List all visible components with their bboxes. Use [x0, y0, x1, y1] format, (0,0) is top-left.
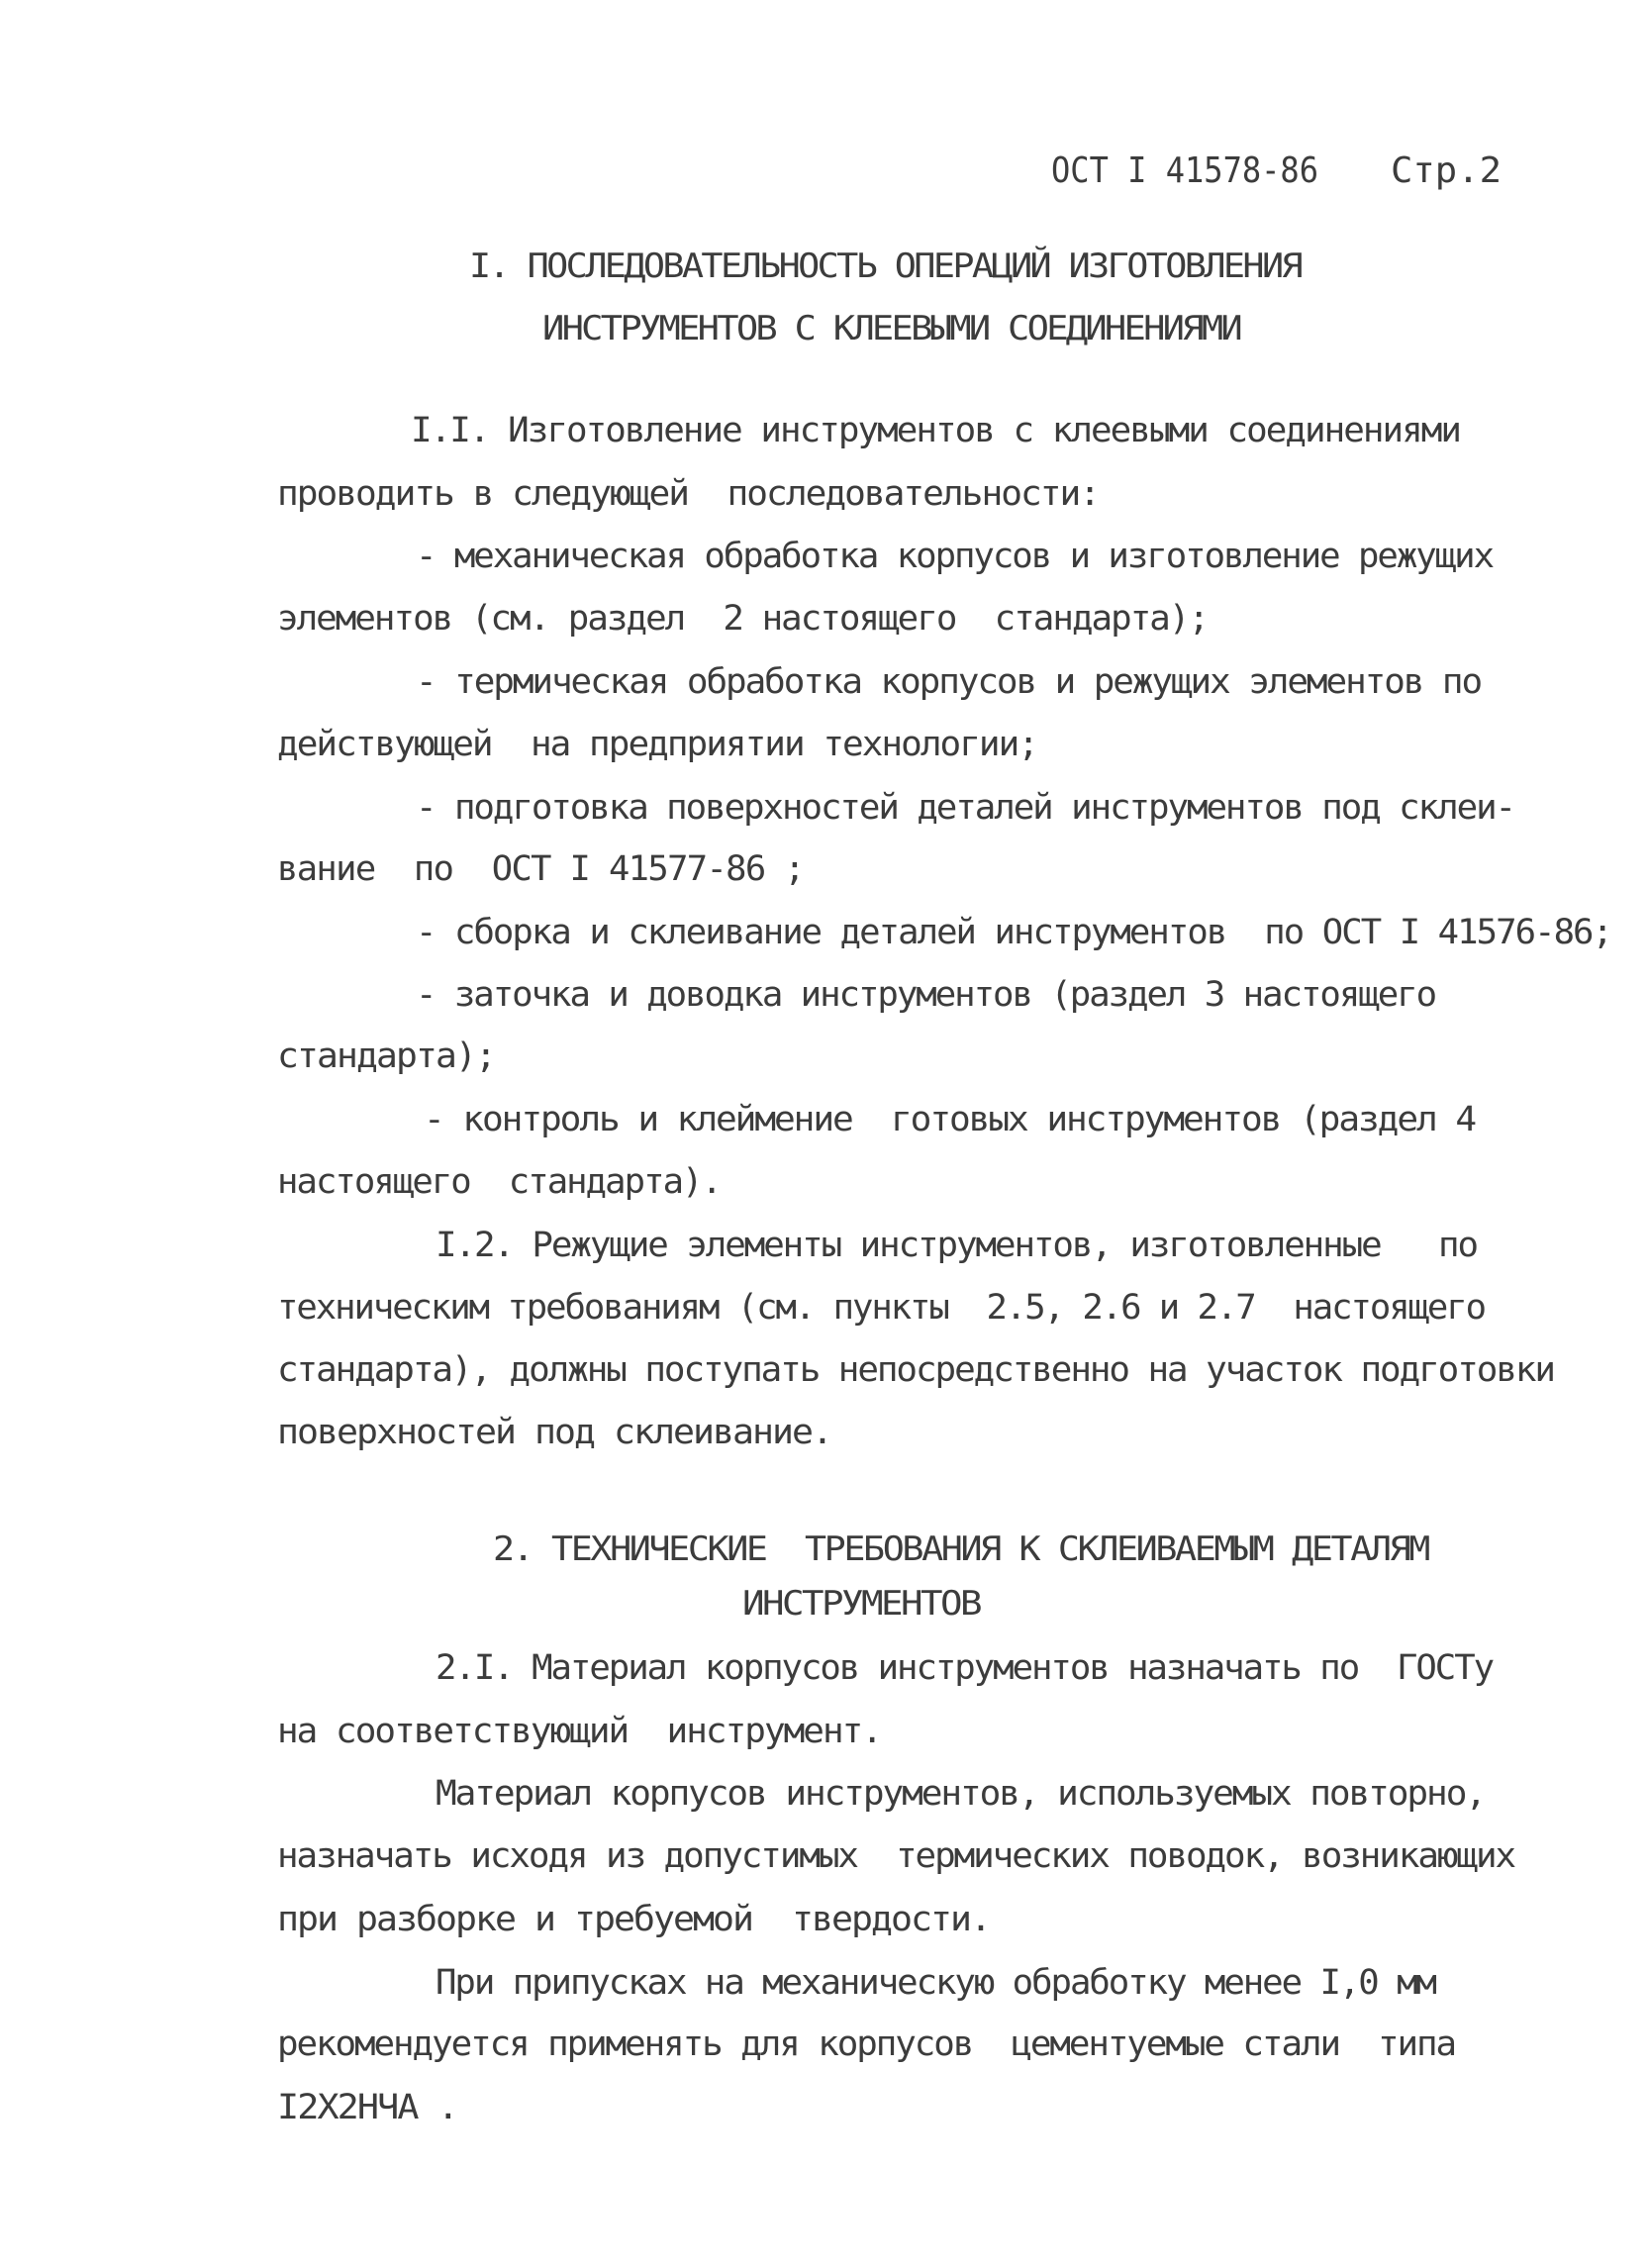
list-item-3-line-1: - подготовка поверхностей деталей инструментов под склеи-: [416, 788, 1515, 828]
paragraph-allowance-line-2: рекомендуется применять для корпусов цементуемые стали типа: [277, 2024, 1456, 2064]
list-item-6-line-1: - контроль и клеймение готовых инструментов (раздел 4: [424, 1100, 1476, 1139]
paragraph-1-2-line-1: I.2. Режущие элементы инструментов, изготовленные по: [436, 1226, 1478, 1265]
paragraph-1-2-line-3: стандарта), должны поступать непосредственно на участок подготовки: [277, 1350, 1554, 1390]
section-1-title-line-1: I. ПОСЛЕДОВАТЕЛЬНОСТЬ ОПЕРАЦИЙ ИЗГОТОВЛЕНИЯ: [469, 247, 1302, 286]
list-item-6-line-2: настоящего стандарта).: [277, 1162, 722, 1202]
paragraph-1-1-line-1: I.I. Изготовление инструментов с клеевыми соединениями: [411, 411, 1461, 450]
paragraph-1-1-line-2: проводить в следующей последовательности:: [277, 474, 1100, 514]
paragraph-2-1-line-1: 2.I. Материал корпусов инструментов назначать по ГОСТу: [436, 1648, 1494, 1688]
paragraph-allowance-line-3: I2Х2НЧА .: [277, 2088, 458, 2127]
list-item-5-line-2: стандарта);: [277, 1036, 495, 1076]
section-1-title-line-2: ИНСТРУМЕНТОВ С КЛЕЕВЫМИ СОЕДИНЕНИЯМИ: [542, 309, 1241, 348]
paragraph-material-line-2: назначать исходя из допустимых термических поводок, возникающих: [277, 1836, 1515, 1876]
list-item-1-line-2: элементов (см. раздел 2 настоящего стандарта);: [277, 599, 1209, 639]
document-designation: ОСТ I 41578-86: [1051, 150, 1318, 191]
list-item-3-line-2: вание по ОСТ I 41577-86 ;: [277, 849, 805, 889]
paragraph-1-2-line-4: поверхностей под склеивание.: [277, 1413, 832, 1452]
list-item-5-line-1: - заточка и доводка инструментов (раздел 3 настоящего: [416, 975, 1436, 1015]
paragraph-2-1-line-2: на соответствующий инструмент.: [277, 1712, 882, 1751]
section-2-title-line-2: ИНСТРУМЕНТОВ: [742, 1584, 981, 1624]
list-item-2-line-2: действующей на предприятии технологии;: [277, 725, 1037, 764]
section-2-title-line-1: 2. ТЕХНИЧЕСКИЕ ТРЕБОВАНИЯ К СКЛЕИВАЕМЫМ ДЕТАЛЯМ: [493, 1529, 1429, 1569]
page-number: Стр.2: [1391, 150, 1502, 191]
paragraph-material-line-3: при разборке и требуемой твердости.: [277, 1900, 991, 1939]
paragraph-1-2-line-2: техническим требованиям (см. пункты 2.5, 2.6 и 2.7 настоящего: [277, 1288, 1486, 1328]
paragraph-material-line-1: Материал корпусов инструментов, используемых повторно,: [436, 1774, 1485, 1814]
list-item-2-line-1: - термическая обработка корпусов и режущих элементов по: [416, 662, 1482, 702]
paragraph-allowance-line-1: При припусках на механическую обработку менее I,0 мм: [436, 1963, 1435, 2003]
list-item-4-line-1: - сборка и склеивание деталей инструментов по ОСТ I 41576-86;: [416, 913, 1612, 952]
list-item-1-line-1: - механическая обработка корпусов и изготовление режущих: [416, 537, 1494, 576]
